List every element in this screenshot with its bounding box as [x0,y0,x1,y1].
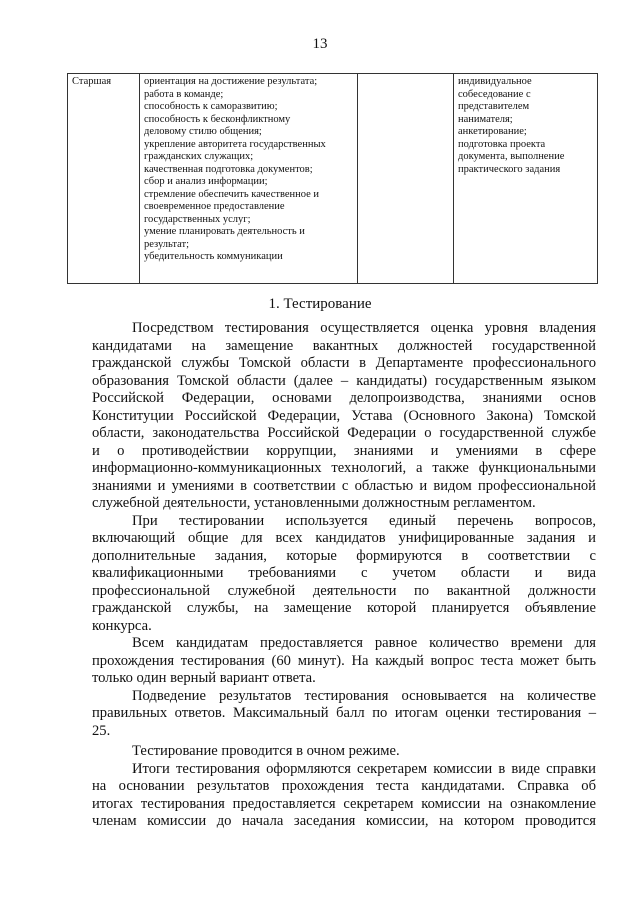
text-line: членам комиссии до начала заседания комиссии, на котором проводится [92,813,596,829]
skill-item: укрепление авторитета государственных [144,138,326,150]
skill-item: работа в команде; [144,88,224,100]
text-line: информационно-коммуникационных технологий, а также функциональными [92,460,596,476]
text-line: образования Томской области (далее – кандидаты) государственным языком [92,372,596,389]
skill-item: убедительность коммуникации [144,251,283,262]
skill-item: стремление обеспечить качественное и [144,188,320,200]
skill-item: ориентация на достижение результата; [144,76,318,87]
text-line: конкурса. [92,617,152,634]
text-line: правильных ответов. Максимальный балл по итогам оценки тестирования – [92,705,596,721]
table-row [68,74,598,284]
section-title: 1. Тестирование [268,296,372,312]
paragraph [92,761,596,831]
skill-item: гражданских служащих; [144,151,254,162]
skill-item: способность к бесконфликтному [144,113,291,125]
skills-cell [140,74,358,284]
text-line: профессиональной служебной деятельности по вакантной должности [92,582,596,599]
skill-item: качественная подготовка документов; [144,163,313,175]
skill-item: своевременное предоставление [144,201,285,212]
method-item: нанимателя; [458,113,513,125]
text-line: Подведение результатов тестирования основывается на количестве [132,687,596,704]
group-label: Старшая [72,76,112,87]
text-line: Конституции Российской Федерации, Устава (Основного Закона) Томской [92,407,596,424]
text-line: дополнительные задания, которые формируются в соответствии с [92,547,596,564]
body-text [92,320,596,831]
text-line: При тестировании используется единый перечень вопросов, [132,512,596,529]
text-line: квалификационными требованиями с учетом области и вида [92,565,596,581]
paragraph [92,635,596,688]
text-line: 25. [92,722,111,739]
text-line: прохождения тестирования (60 минут). На каждый вопрос теста может быть [92,652,596,669]
empty-cell [358,74,454,284]
paragraph [92,743,596,761]
text-line: и о противодействии коррупции, знаниями и умениями в сфере [92,442,596,459]
text-line: кандидатами на замещение вакантных должностей государственной [92,337,596,354]
text-line: служебной деятельности, установленными должностным регламентом. [92,495,536,511]
group-cell [68,74,140,284]
text-line: только один верный вариант ответа. [92,670,316,686]
text-line: Всем кандидатам предоставляется равное количество времени для [132,635,596,651]
page-number: 13 [312,36,328,52]
skill-item: сбор и анализ информации; [144,176,268,187]
text-line: Посредством тестирования осуществляется оценка уровня владения [132,320,596,336]
method-item: анкетирование; [458,126,527,137]
method-item: представителем [458,101,530,112]
text-line: Российской Федерации, основами делопроизводства, знаниями основ [92,390,596,406]
skill-item: деловому стилю общения; [144,126,262,137]
method-item: собеседование с [458,88,531,100]
text-line: на основании результатов прохождения теста кандидатами. Справка об [92,778,596,794]
skill-item: результат; [144,238,189,250]
paragraph [92,688,596,741]
paragraph [92,513,596,636]
text-line: итогах тестирования предоставляется секретарем комиссии на ознакомление [92,795,596,812]
text-line: включающий общие для всех кандидатов унифицированные задания и [92,530,596,546]
text-line: Тестирование проводится в очном режиме. [132,743,400,759]
text-line: гражданской службы, на замещение которой планируется объявление [92,600,596,616]
text-line: знаниями и умениями в соответствии с областью и видом профессиональной [92,477,596,494]
competency-table [67,73,598,284]
text-line: гражданской службы Томской области в Департаменте профессионального [92,355,596,371]
skill-item: государственных услуг; [144,213,251,225]
skill-item: способность к саморазвитию; [144,101,278,112]
method-item: практического задания [458,163,561,175]
method-item: документа, выполнение [458,151,565,162]
method-item: подготовка проекта [458,138,546,150]
methods-cell [454,74,598,284]
text-line: области, законодательства Российской Федерации о государственной службе [92,425,596,441]
method-item: индивидуальное [458,76,532,87]
skill-item: умение планировать деятельность и [144,226,305,237]
text-line: Итоги тестирования оформляются секретарем комиссии в виде справки [132,760,596,777]
paragraph [92,320,596,513]
